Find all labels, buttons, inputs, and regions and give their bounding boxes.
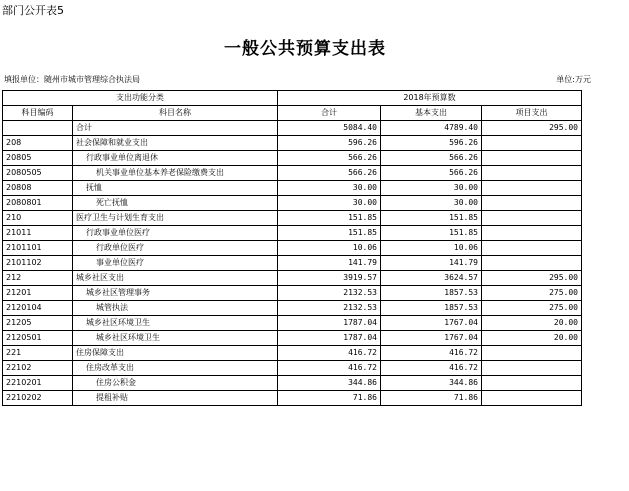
- row-project: 20.00: [482, 316, 582, 331]
- row-total: 151.85: [278, 226, 381, 241]
- row-project: [482, 196, 582, 211]
- row-basic: 1767.04: [381, 331, 482, 346]
- row-name: 行政事业单位离退休: [73, 151, 278, 166]
- row-name: 合计: [73, 121, 278, 136]
- row-project: [482, 346, 582, 361]
- row-total: 416.72: [278, 346, 381, 361]
- table-row: [3, 241, 582, 256]
- row-name: 城管执法: [73, 301, 278, 316]
- table-row: [3, 211, 582, 226]
- row-project: 275.00: [482, 301, 582, 316]
- header-basic: 基本支出: [381, 106, 482, 121]
- row-total: 2132.53: [278, 301, 381, 316]
- row-code: 2210202: [3, 391, 73, 406]
- row-project: 20.00: [482, 331, 582, 346]
- table-row: [3, 196, 582, 211]
- row-total: 151.85: [278, 211, 381, 226]
- row-basic: 416.72: [381, 361, 482, 376]
- row-basic: 141.79: [381, 256, 482, 271]
- row-project: [482, 211, 582, 226]
- row-project: 295.00: [482, 271, 582, 286]
- row-code: 2120104: [3, 301, 73, 316]
- row-project: [482, 361, 582, 376]
- row-name: 行政单位医疗: [73, 241, 278, 256]
- row-project: [482, 226, 582, 241]
- row-project: 275.00: [482, 286, 582, 301]
- row-code: 2080505: [3, 166, 73, 181]
- row-total: 30.00: [278, 196, 381, 211]
- row-name: 社会保障和就业支出: [73, 136, 278, 151]
- table-row: [3, 346, 582, 361]
- row-code: 21201: [3, 286, 73, 301]
- row-project: [482, 181, 582, 196]
- row-project: [482, 241, 582, 256]
- table-row: [3, 181, 582, 196]
- row-code: 20808: [3, 181, 73, 196]
- table-row: [3, 136, 582, 151]
- table-row: [3, 361, 582, 376]
- table-row: [3, 226, 582, 241]
- row-name: 住房保障支出: [73, 346, 278, 361]
- row-code: 2120501: [3, 331, 73, 346]
- row-code: 2210201: [3, 376, 73, 391]
- table-row: [3, 391, 582, 406]
- row-total: 566.26: [278, 166, 381, 181]
- header-total: 合计: [278, 106, 381, 121]
- row-project: [482, 166, 582, 181]
- row-project: [482, 136, 582, 151]
- row-basic: 1857.53: [381, 301, 482, 316]
- row-total: 416.72: [278, 361, 381, 376]
- table-row: [3, 121, 582, 136]
- row-project: [482, 391, 582, 406]
- row-basic: 1857.53: [381, 286, 482, 301]
- table-row: [3, 316, 582, 331]
- row-basic: 30.00: [381, 181, 482, 196]
- row-code: 221: [3, 346, 73, 361]
- row-code: 210: [3, 211, 73, 226]
- row-project: [482, 151, 582, 166]
- row-total: 5084.40: [278, 121, 381, 136]
- row-basic: 1767.04: [381, 316, 482, 331]
- row-total: 1787.04: [278, 316, 381, 331]
- row-project: [482, 376, 582, 391]
- budget-table: [2, 90, 582, 406]
- header-row-columns: [3, 106, 582, 121]
- row-name: 住房改革支出: [73, 361, 278, 376]
- row-code: 2080801: [3, 196, 73, 211]
- row-code: 21011: [3, 226, 73, 241]
- row-basic: 151.85: [381, 226, 482, 241]
- row-name: 城乡社区环境卫生: [73, 331, 278, 346]
- row-code: 2101102: [3, 256, 73, 271]
- row-total: 566.26: [278, 151, 381, 166]
- row-name: 提租补贴: [73, 391, 278, 406]
- header-name: 科目名称: [73, 106, 278, 121]
- row-total: 30.00: [278, 181, 381, 196]
- row-code: 2101101: [3, 241, 73, 256]
- row-total: 1787.04: [278, 331, 381, 346]
- row-total: 3919.57: [278, 271, 381, 286]
- row-name: 住房公积金: [73, 376, 278, 391]
- row-code: 212: [3, 271, 73, 286]
- currency-unit: 单位:万元: [556, 75, 591, 84]
- table-row: [3, 331, 582, 346]
- row-project: [482, 256, 582, 271]
- row-name: 事业单位医疗: [73, 256, 278, 271]
- row-project: 295.00: [482, 121, 582, 136]
- row-name: 城乡社区管理事务: [73, 286, 278, 301]
- row-name: 死亡抚恤: [73, 196, 278, 211]
- table-row: [3, 301, 582, 316]
- row-basic: 566.26: [381, 166, 482, 181]
- sheet-label: 部门公开表5: [2, 4, 64, 17]
- row-basic: 10.06: [381, 241, 482, 256]
- row-basic: 151.85: [381, 211, 482, 226]
- row-code: 20805: [3, 151, 73, 166]
- row-code: 22102: [3, 361, 73, 376]
- row-basic: 344.86: [381, 376, 482, 391]
- row-name: 城乡社区环境卫生: [73, 316, 278, 331]
- row-total: 596.26: [278, 136, 381, 151]
- table-row: [3, 271, 582, 286]
- row-basic: 4789.40: [381, 121, 482, 136]
- row-total: 344.86: [278, 376, 381, 391]
- header-function-group: 支出功能分类: [3, 91, 278, 106]
- row-name: 城乡社区支出: [73, 271, 278, 286]
- reporting-unit: 填报单位：随州市城市管理综合执法局: [4, 75, 140, 84]
- row-total: 2132.53: [278, 286, 381, 301]
- table-row: [3, 151, 582, 166]
- row-code: 208: [3, 136, 73, 151]
- table-row: [3, 376, 582, 391]
- table-row: [3, 166, 582, 181]
- header-code: 科目编码: [3, 106, 73, 121]
- row-name: 行政事业单位医疗: [73, 226, 278, 241]
- row-total: 71.86: [278, 391, 381, 406]
- row-basic: 3624.57: [381, 271, 482, 286]
- row-basic: 566.26: [381, 151, 482, 166]
- row-basic: 30.00: [381, 196, 482, 211]
- table-row: [3, 256, 582, 271]
- page-title: 一般公共预算支出表: [224, 39, 386, 59]
- row-basic: 416.72: [381, 346, 482, 361]
- row-code: [3, 121, 73, 136]
- row-code: 21205: [3, 316, 73, 331]
- row-name: 抚恤: [73, 181, 278, 196]
- row-name: 机关事业单位基本养老保险缴费支出: [73, 166, 278, 181]
- row-basic: 71.86: [381, 391, 482, 406]
- row-basic: 596.26: [381, 136, 482, 151]
- row-total: 10.06: [278, 241, 381, 256]
- row-name: 医疗卫生与计划生育支出: [73, 211, 278, 226]
- header-budget-group: 2018年预算数: [278, 91, 582, 106]
- row-total: 141.79: [278, 256, 381, 271]
- header-row-group: [3, 91, 582, 106]
- table-row: [3, 286, 582, 301]
- header-project: 项目支出: [482, 106, 582, 121]
